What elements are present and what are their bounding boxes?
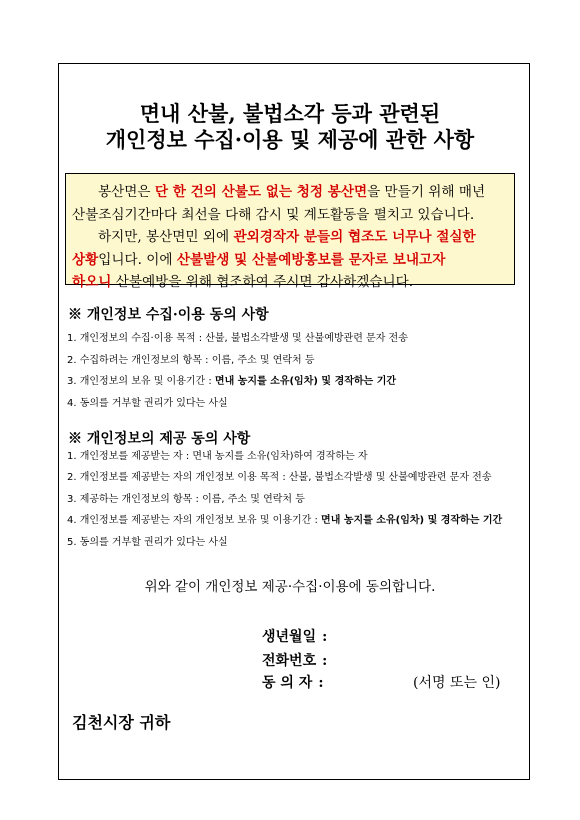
- consenter-field[interactable]: [262, 672, 324, 692]
- list-item: [67, 393, 408, 415]
- item-text: 3. 개인정보의 보유 및 이용기간 :: [67, 376, 215, 388]
- notice-line-3: [72, 226, 508, 249]
- notice-highlight: 관외경작자 분들의 협조도 너무나 절실한: [233, 229, 476, 245]
- item-text: 4. 개인정보를 제공받는 자의 개인정보 보유 및 이용기간 :: [67, 515, 322, 527]
- list-item: [67, 532, 502, 553]
- list-item: [67, 489, 502, 510]
- consenter-label: 동 의 자: [262, 675, 313, 691]
- section-heading-provision: ※ 개인정보의 제공 동의 사항: [68, 431, 251, 447]
- item-text: 1. 개인정보를 제공받는 자 : 면내 농지를 소유(임차)하여 경작하는 자: [67, 451, 368, 462]
- notice-highlight: 하오니: [72, 274, 112, 290]
- birthdate-label: 생년월일: [262, 629, 317, 645]
- phone-label: 전화번호: [262, 653, 317, 669]
- addressee: 김천시장 귀하: [72, 713, 171, 732]
- list-item: [67, 350, 408, 372]
- item-text: 2. 수집하려는 개인정보의 항목 : 이름, 주소 및 연락처 등: [67, 354, 315, 366]
- notice-line-1: [72, 181, 508, 204]
- collection-items-list: [67, 328, 408, 414]
- list-item: [67, 510, 502, 531]
- notice-text: 하지만, 봉산면민 외에: [98, 229, 234, 245]
- field-colon: :: [322, 653, 328, 669]
- notice-highlight: 상황: [72, 251, 99, 268]
- item-text: 1. 개인정보의 수집·이용 목적 : 산불, 불법소각발생 및 산불예방관련 문자 전송: [67, 333, 408, 344]
- notice-line-2: 산불조심기간마다 최선을 다해 감시 및 계도활동을 펼치고 있습니다.: [72, 206, 475, 223]
- birthdate-field[interactable]: [262, 626, 327, 646]
- phone-field[interactable]: [262, 650, 327, 670]
- item-text: 3. 제공하는 개인정보의 항목 : 이름, 주소 및 연락처 등: [67, 493, 305, 505]
- item-emphasis: 면내 농지를 소유(임차) 및 경작하는 기간: [321, 515, 503, 527]
- notice-text: 입니다. 이에: [98, 251, 177, 268]
- document-title-line1: 면내 산불, 불법소각 등과 관련된: [139, 101, 441, 126]
- field-colon: :: [318, 675, 324, 691]
- item-text: 2. 개인정보를 제공받는 자의 개인정보 이용 목적 : 산불, 불법소각발생 및 산불예방관련 문자 전송: [67, 472, 492, 484]
- list-item: [67, 371, 408, 393]
- signature-hint: (서명 또는 인): [413, 675, 501, 691]
- document-title-line2: 개인정보 수집·이용 및 제공에 관한 사항: [105, 127, 475, 152]
- notice-box: [65, 173, 515, 290]
- item-text: 5. 동의를 거부할 권리가 있다는 사실: [67, 536, 228, 548]
- notice-highlight: 단 한 건의 산불도 없는 청정 봉산면: [154, 184, 368, 200]
- list-item: [67, 328, 408, 350]
- section-heading-collection: ※ 개인정보 수집·이용 동의 사항: [68, 307, 269, 323]
- notice-line-4: [72, 249, 508, 272]
- notice-line-5: [72, 271, 508, 294]
- item-text: 4. 동의를 거부할 권리가 있다는 사실: [67, 397, 228, 409]
- field-colon: :: [322, 629, 328, 645]
- provision-items-list: [67, 446, 502, 553]
- list-item: [67, 446, 502, 467]
- notice-text: 을 만들기 위해 매년: [367, 184, 486, 200]
- notice-highlight: 산불발생 및 산불예방홍보를 문자로 보내고자: [176, 251, 446, 268]
- item-emphasis: 면내 농지를 소유(임차) 및 경작하는 기간: [214, 376, 397, 388]
- notice-text: 봉산면은: [98, 184, 155, 200]
- notice-text: 산불예방을 위해 협조하여 주시면 감사하겠습니다.: [111, 274, 414, 290]
- list-item: [67, 467, 502, 488]
- consent-statement: 위와 같이 개인정보 제공·수집·이용에 동의합니다.: [144, 579, 436, 595]
